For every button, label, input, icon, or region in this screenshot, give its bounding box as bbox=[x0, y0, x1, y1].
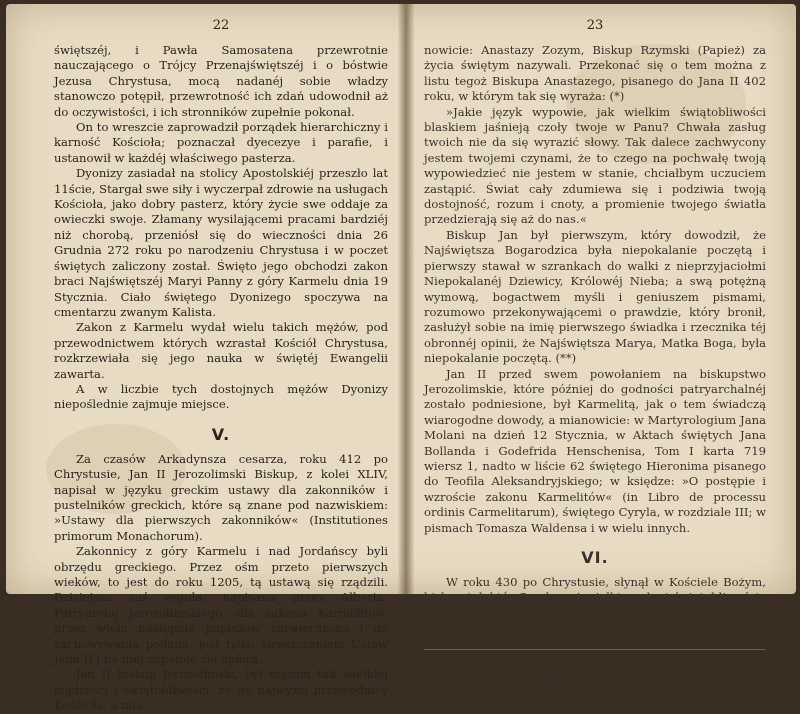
right-page-text bbox=[424, 43, 766, 695]
section-heading: VI. bbox=[581, 548, 609, 567]
paragraph: W roku 430 po Chrystusie, słynął w Kościele Bożym, biskup i doktór Cyryl, mąż wielki nauką i świątobliwością życia. Urodzony w Aleksandryi ze znakomitego domu, z rodziców bbox=[424, 575, 766, 636]
left-page bbox=[6, 4, 404, 713]
page-number-right: 23 bbox=[586, 18, 604, 33]
footnote: (**) W Traktacie o Niepokalanem poczęciu Najświętszéj Maryi Panny Ferdynanda Quirina Salazar. bbox=[424, 669, 744, 694]
paragraph: Biskup Jan był pierwszym, który dowodził, że Najświętsza Bogarodzica była niepokalanie poczętą i pierwszy stawał w szrankach do walki z nieprzyjaciołmi Niepokalanéj Dziewicy, Królowéj Nieba; a swą potężną wymową, bogactwem myśli i geniuszem pismami, rozumowo przekonywającemi o prawdzie, który bronił, zasłużył sobie na imię pierwszego świadka i rzecznika téj obronnéj opinii, że Najświętsza Marya, Matka Boga, była niepokalanie poczętą. (**) bbox=[424, 227, 766, 366]
paragraph: On to wreszcie zaprowadził porządek hierarchiczny i karność Kościoła; poznaczał dyecezye i parafie, i ustanowił w każdéj właściwego pasterza. bbox=[54, 120, 388, 165]
paragraph: A w liczbie tych dostojnych mężów Dyonizy niepoślednie zajmuje miejsce. bbox=[54, 381, 388, 412]
open-book bbox=[6, 4, 796, 713]
right-page bbox=[410, 4, 796, 694]
paragraph: Jan II przed swem powołaniem na biskupstwo Jerozolimskie, które później do godności patryarchalnéj zostało podniesione, był Karmelitą, jak o tem świadczą wiarogodne dowody, a mianowicie: w Martyrologium Jana Molani na dzień 12 Stycznia, w Aktach świętych Jana Bollanda i Godefrida Henschenisa, Tom I karta 719 wiersz 1, nadto w liście 62 świętego Hieronima pisanego do Teofila Aleksandryjskiego; w księdze: »O postępie i wzroście zakonu Karmelitów« (in Libro de processu ordinis Carmelitarum), świętego Cyryla, w rozdziale III; w pismach Tomasza Waldensa i w wielu innych. bbox=[424, 366, 766, 535]
paragraph: Zakonnicy z góry Karmelu i nad Jordańscy byli obrzędu greckiego. Przez ośm przeto pierwszych wieków, to jest do roku 1205, tą ustawą się rządzili. Dzisiejsza zaś reguła, napisana przez Alberta, Patryarchę Jerozolimskiego, dla zakonu Karmelitów, przez wielu następnie papieżów zatwierdzona i do zachowywania podana, jest tylko streszczeniem Ustaw Jana II i na niéj zupełnie się opiera. bbox=[54, 544, 388, 667]
paragraph: Jan II biskup Jerozolimski, był mężem tak wielkiéj mądrości i świątobliwości, że go najwyżsi przewodnicy Kościoła, a mia- bbox=[54, 667, 388, 713]
footnote-rule bbox=[424, 649, 766, 650]
section-heading: V. bbox=[211, 424, 231, 444]
paragraph: świętszéj, i Pawła Samosatena przewrotnie nauczającego o Trójcy Przenajświętszéj i o bóstwie Jezusa Chrystusa, mocą nadanéj sobie władzy stanowczo potępił, przewrotność ich zdań udowodnił aż do oczywistości, i ich stronników zupełnie pokonał. bbox=[54, 43, 388, 119]
paragraph: Dyonizy zasiadał na stolicy Apostolskiéj przeszło lat 11ście, Stargał swe siły i wyczerpał zdrowie na usługach Kościoła, jako dobry pasterz, który życie swe oddaje za owieczki swoje. Złamany wysilającemi pracami bardziéj niż chorobą, przeniósł się do wieczności dnia 26 Grudnia 272 roku po narodzeniu Chrystusa i w poczet świętych zaliczony został. Święto jego obchodzi zakon braci Najświętszéj Maryi Panny z góry Karmelu dnia 19 Stycznia. Ciało świętego Dyonizego spoczywa na cmentarzu zwanym Kalista. bbox=[54, 166, 388, 319]
quote-paragraph: »Jakie język wypowie, jak wielkim świątobliwości blaskiem jaśnieją czoły twoje w Panu? Chwała zasług twoich nie da się wyrazić słowy. Tak dalece zachwycony jestem twojemi czynami, że to czego na pochwałę twoją wypowiedzieć nie jestem w stanie, chciałbym uczuciem zastąpić. Świat cały zdumiewa się i podziwia twoją dostojność, rozum i cnoty, a promienie twojego światła przedzierają się aż do nas.« bbox=[424, 104, 766, 227]
page-number-left: 22 bbox=[212, 18, 230, 33]
paragraph: Zakon z Karmelu wydał wielu takich mężów, pod przewodnictwem których wzrastał Kościół Chrystusa, rozkrzewiała się jego nauka w świętéj Ewangelii zawarta. bbox=[54, 320, 388, 381]
paragraph: Za czasów Arkadynsza cesarza, roku 412 po Chrystusie, Jan II Jerozolimski Biskup, z kolei XLIV, napisał w języku greckim ustawy dla zakonników i pustelników greckich, które są znane pod nazwiskiem: »Ustawy dla pierwszych zakonników« (Institutiones primorum Monachorum). bbox=[54, 451, 388, 543]
footnote: (*) Czytamy o tem w dziełach Ŝgo Hieronima Tom IX Serja II. bbox=[440, 656, 739, 668]
paragraph: nowicie: Anastazy Zozym, Biskup Rzymski (Papież) za życia świętym nazywali. Przekonać się o tem można z listu tegoż Biskupa Anastazego, pisanego do Jana II 402 roku, w którym tak się wyraża: (*) bbox=[424, 43, 766, 104]
